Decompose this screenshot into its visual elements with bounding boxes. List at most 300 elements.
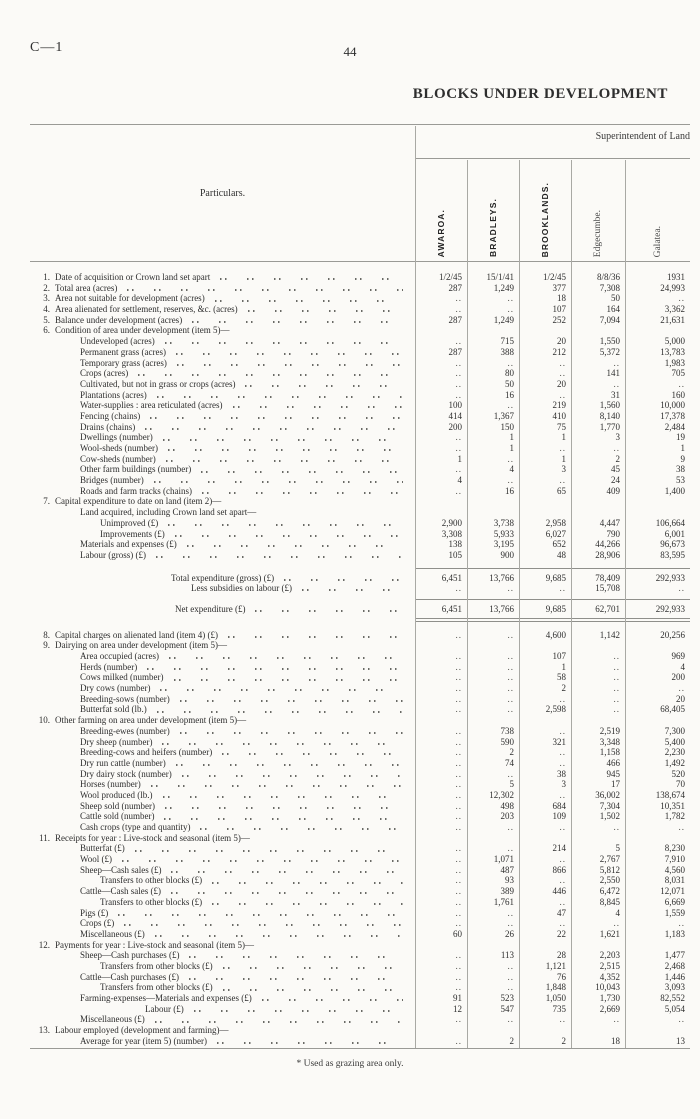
value-cell: 10,043 [595, 982, 620, 993]
value-cell: 8,230 [664, 843, 685, 854]
row-number [30, 993, 53, 1004]
value-cell: 5,812 [599, 864, 620, 875]
value-cell: 26 [505, 928, 514, 939]
table-row [30, 640, 690, 651]
value-cell: 5,933 [493, 528, 514, 539]
value-cell: 13,766 [489, 572, 514, 583]
row-number [30, 662, 53, 673]
table-row [30, 422, 690, 433]
value-cell: .. [455, 736, 462, 747]
value-cell: 7,308 [599, 282, 620, 293]
value-cell: 15/1/41 [486, 272, 514, 282]
value-cell: 2,468 [664, 960, 685, 971]
table-row [30, 507, 690, 518]
row-label: Temporary grass (acres) [80, 357, 167, 368]
value-cell: 200 [671, 672, 685, 683]
value-cell: .. [559, 368, 566, 379]
table-row [30, 779, 690, 790]
row-number [30, 779, 53, 790]
row-number [30, 432, 53, 443]
dot-leader [255, 610, 403, 612]
table-row [30, 886, 690, 897]
value-cell: 1,848 [545, 982, 566, 993]
row-number [30, 737, 53, 748]
column-header-galatea: Galatea. [652, 225, 663, 257]
superintendent-label: Superintendent of Land [595, 131, 690, 142]
dot-leader [180, 700, 403, 702]
value-cell: 3 [561, 779, 566, 790]
value-cell: 1,550 [599, 336, 620, 347]
row-label: Area alienated for settlement, reserves, &c. (acres) [55, 304, 238, 315]
value-cell: 5,054 [664, 1003, 685, 1014]
row-label: Cow-sheds (number) [80, 453, 156, 464]
value-cell: .. [455, 683, 462, 694]
dot-leader [124, 924, 403, 926]
row-label: Transfers to other blocks (£) [100, 896, 203, 907]
value-cell: 9,685 [545, 572, 566, 583]
value-cell: 3,738 [493, 517, 514, 528]
value-cell: .. [455, 293, 462, 304]
row-number: 5. [43, 314, 50, 325]
dot-leader [151, 785, 403, 787]
value-cell: 2,515 [599, 960, 620, 971]
value-cell: .. [455, 875, 462, 886]
row-number [30, 758, 53, 769]
value-cell [625, 833, 690, 844]
value-cell: 93 [505, 875, 514, 886]
value-cell: 17 [611, 779, 620, 790]
value-cell: 203 [500, 811, 514, 822]
value-cell: .. [559, 854, 566, 865]
dot-leader [164, 818, 403, 820]
row-label: Cultivated, but not in grass or crops (acres) [80, 378, 236, 389]
dot-leader [180, 732, 403, 734]
column-divider [415, 126, 416, 1048]
row-particulars [30, 432, 415, 443]
row-number [30, 822, 53, 833]
value-cell: .. [455, 443, 462, 453]
row-number [30, 672, 53, 683]
dot-leader [189, 978, 403, 980]
value-cell: 2 [615, 453, 620, 464]
row-number [30, 604, 53, 615]
value-cell: 410 [552, 410, 566, 421]
row-label: Wool produced (lb.) [80, 789, 153, 800]
row-number [30, 790, 53, 801]
row-number: 6. [43, 325, 50, 336]
row-label: Miscellaneous (£) [80, 928, 145, 939]
row-number [30, 390, 53, 401]
value-cell: .. [455, 629, 462, 640]
value-cell: 28 [557, 950, 566, 961]
value-cell [467, 496, 519, 507]
value-cell: .. [507, 704, 514, 715]
column-header-edgecumbe: Edgecumbe. [593, 209, 603, 257]
value-cell: 7,094 [599, 314, 620, 325]
value-cell: .. [455, 485, 462, 496]
value-cell: .. [455, 368, 462, 379]
value-cell: .. [455, 768, 462, 779]
value-cell: 53 [676, 475, 685, 486]
row-label: Average for year (item 5) (number) [80, 1035, 208, 1046]
value-cell: 547 [500, 1003, 514, 1014]
value-cell: 2 [509, 747, 514, 758]
value-cell: 409 [606, 485, 620, 496]
value-cell: 3 [615, 432, 620, 443]
value-cell: 3 [561, 464, 566, 475]
value-cell: 4,600 [545, 629, 566, 640]
value-cell: .. [455, 918, 462, 929]
row-label: Sheep sold (number) [80, 800, 155, 811]
row-particulars [30, 272, 415, 283]
row-label: Less subsidies on labour (£) [191, 583, 292, 594]
value-cell: .. [507, 822, 514, 832]
value-cell: 3,362 [664, 304, 685, 315]
value-cell: 80 [505, 368, 514, 379]
value-cell: .. [455, 693, 462, 704]
value-cell [519, 507, 571, 518]
table-row [30, 715, 690, 726]
value-cell: 36,002 [595, 789, 620, 800]
value-cell [571, 940, 625, 951]
row-gap [30, 561, 690, 568]
row-label: Cattle—Cash purchases (£) [80, 971, 179, 982]
table-row [30, 651, 690, 662]
value-cell: 164 [606, 304, 620, 315]
value-cell: .. [678, 918, 685, 929]
row-number [30, 1036, 53, 1047]
value-cell: 969 [671, 651, 685, 661]
row-number: 12. [38, 939, 50, 950]
value-cell: 389 [500, 886, 514, 897]
table-row [30, 432, 690, 443]
value-cell: 20,256 [660, 629, 685, 640]
row-number [30, 347, 53, 358]
row-number [30, 908, 53, 919]
row-label: Cattle sold (number) [80, 811, 155, 822]
value-cell: 2,484 [664, 421, 685, 432]
row-particulars [30, 801, 415, 812]
value-cell: .. [455, 583, 462, 594]
table-row [30, 801, 690, 812]
value-cell: 945 [606, 768, 620, 779]
row-number [30, 358, 53, 369]
value-cell: .. [455, 822, 462, 832]
row-label: Wool-sheds (number) [80, 443, 159, 453]
value-cell [415, 325, 467, 336]
value-cell [625, 507, 690, 518]
dot-leader [155, 1021, 403, 1023]
value-cell: 214 [552, 843, 566, 854]
dot-leader [262, 999, 403, 1001]
row-label: Cows milked (number) [80, 672, 164, 683]
value-cell: 5,400 [664, 736, 685, 747]
row-number [30, 961, 53, 972]
row-label: Net expenditure (£) [175, 603, 246, 614]
row-particulars [30, 972, 415, 983]
value-cell: .. [455, 1014, 462, 1025]
row-particulars [30, 843, 415, 854]
table-row [30, 379, 690, 390]
dot-leader [165, 807, 403, 809]
row-number [30, 529, 53, 540]
value-cell: 38 [557, 768, 566, 779]
table-row [30, 694, 690, 705]
dot-leader [154, 481, 403, 483]
dot-leader [157, 396, 403, 398]
dot-leader [182, 775, 403, 777]
document-reference: C—1 [30, 40, 64, 55]
dot-leader [194, 1010, 403, 1012]
table-row [30, 865, 690, 876]
row-particulars [30, 293, 415, 304]
value-cell: .. [455, 757, 462, 768]
value-cell: 4,352 [599, 971, 620, 982]
row-number [30, 843, 53, 854]
value-cell: 1 [457, 453, 462, 464]
value-cell: .. [455, 651, 462, 661]
value-cell: .. [455, 950, 462, 961]
table-row [30, 950, 690, 961]
value-cell: .. [559, 757, 566, 768]
page-title: BLOCKS UNDER DEVELOPMENT [412, 86, 668, 102]
value-cell: 1,400 [664, 485, 685, 496]
value-cell [415, 496, 467, 507]
value-cell: .. [559, 1014, 566, 1025]
value-cell: 287 [448, 282, 462, 293]
table-row [30, 1025, 690, 1036]
row-label: Farming-expenses—Materials and expenses (£) [80, 993, 252, 1003]
value-cell: 200 [448, 421, 462, 432]
table-row [30, 550, 690, 561]
superintendent-rule [415, 158, 690, 159]
value-cell: 6,472 [599, 886, 620, 897]
value-cell: 138 [448, 539, 462, 550]
value-cell: 3,195 [493, 539, 514, 550]
row-particulars [30, 325, 415, 336]
row-particulars [30, 715, 415, 726]
value-cell: 7,300 [664, 725, 685, 736]
row-label: Other farm buildings (number) [80, 464, 192, 475]
value-cell [519, 325, 571, 336]
column-header-brooklands: BROOKLANDS. [540, 181, 550, 257]
value-cell: 20 [676, 693, 685, 704]
value-cell: 107 [552, 304, 566, 315]
value-cell: 866 [552, 864, 566, 875]
row-label: Breeding-sows (number) [80, 693, 170, 704]
value-cell: 377 [552, 282, 566, 293]
value-cell: 44,266 [595, 539, 620, 550]
value-cell: .. [455, 982, 462, 993]
row-number [30, 929, 53, 940]
table-row [30, 982, 690, 993]
table-row [30, 529, 690, 540]
row-label: Cattle—Cash sales (£) [80, 886, 161, 897]
row-label: Transfers to other blocks (£) [100, 875, 203, 886]
value-cell [467, 833, 519, 844]
value-cell [467, 1025, 519, 1036]
value-cell: 91 [453, 993, 462, 1003]
row-number [30, 982, 53, 993]
table-row [30, 1036, 690, 1047]
value-cell: .. [559, 918, 566, 929]
value-cell: .. [507, 960, 514, 971]
row-label: Herds (number) [80, 661, 138, 672]
value-cell: 1,559 [664, 907, 685, 918]
value-cell: 17,378 [660, 410, 685, 421]
value-cell: 15,708 [595, 583, 620, 594]
dot-leader [165, 342, 403, 344]
value-cell: 1,367 [493, 410, 514, 421]
row-label: Pigs (£) [80, 907, 109, 918]
row-particulars [30, 507, 415, 518]
table-row [30, 897, 690, 908]
value-cell: .. [507, 293, 514, 304]
value-cell: .. [613, 704, 620, 715]
value-cell: 8/8/36 [596, 272, 620, 282]
row-number [30, 918, 53, 929]
value-cell: .. [455, 661, 462, 672]
row-number [30, 368, 53, 379]
value-cell: .. [678, 822, 685, 832]
value-cell: 3,308 [441, 528, 462, 539]
row-particulars [30, 875, 415, 886]
value-cell: 2,767 [599, 854, 620, 865]
value-cell: .. [455, 779, 462, 790]
row-number [30, 583, 53, 594]
row-number [30, 550, 53, 561]
value-cell: 2,669 [599, 1003, 620, 1014]
row-label: Butterfat sold (lb.) [80, 704, 147, 715]
value-cell: 388 [500, 346, 514, 357]
row-label: Improvements (£) [100, 528, 165, 539]
value-cell: 50 [611, 293, 620, 304]
value-cell: 96,673 [660, 539, 685, 550]
row-particulars [30, 368, 415, 379]
row-number: 10. [38, 715, 50, 726]
row-number: 11. [39, 832, 50, 843]
row-number: 9. [43, 640, 50, 651]
row-particulars [30, 865, 415, 876]
row-particulars [30, 518, 415, 529]
row-particulars [30, 779, 415, 790]
table-row [30, 875, 690, 886]
row-particulars [30, 886, 415, 897]
table-row [30, 390, 690, 401]
value-cell [415, 507, 467, 518]
row-number [30, 769, 53, 780]
value-cell: 22 [557, 928, 566, 939]
value-cell: 1,158 [599, 747, 620, 758]
table-row [30, 961, 690, 972]
value-cell: 68,405 [660, 704, 685, 715]
dot-leader [228, 636, 403, 638]
value-cell: .. [613, 1014, 620, 1025]
dot-leader [223, 967, 403, 969]
row-label: Undeveloped (acres) [80, 336, 155, 347]
row-label: Dry run cattle (number) [80, 757, 166, 768]
value-cell: 466 [606, 757, 620, 768]
value-cell: 1,502 [599, 811, 620, 822]
row-number [30, 865, 53, 876]
value-cell [415, 940, 467, 951]
value-cell: .. [613, 661, 620, 672]
value-cell: 8,845 [599, 896, 620, 907]
value-cell: 1,446 [664, 971, 685, 982]
row-particulars [30, 672, 415, 683]
value-cell: 1 [561, 432, 566, 443]
row-label: Date of acquisition or Crown land set apart [55, 272, 211, 282]
value-cell: 1/2/45 [542, 272, 566, 282]
row-particulars [30, 704, 415, 715]
dot-leader [284, 579, 403, 581]
value-cell: 105 [448, 549, 462, 560]
value-cell [571, 507, 625, 518]
value-cell: 6,001 [664, 528, 685, 539]
value-cell: .. [507, 982, 514, 993]
row-particulars [30, 790, 415, 801]
row-label: Capital charges on alienated land (item 4) (£) [55, 629, 219, 640]
row-particulars [30, 662, 415, 673]
value-cell [467, 325, 519, 336]
value-cell: 321 [552, 736, 566, 747]
table-row [30, 790, 690, 801]
value-cell: 12,302 [489, 789, 514, 800]
value-cell: .. [455, 747, 462, 758]
row-particulars [30, 940, 415, 951]
value-cell: 12,071 [660, 886, 685, 897]
value-cell: 4 [615, 907, 620, 918]
row-label: Balance under development (acres) [55, 314, 183, 325]
value-cell: 24,993 [660, 282, 685, 293]
value-cell [625, 715, 690, 726]
value-cell: 7,910 [664, 854, 685, 865]
value-cell: 48 [557, 549, 566, 560]
value-cell: .. [507, 475, 514, 486]
value-cell: .. [455, 971, 462, 982]
value-cell: .. [507, 400, 514, 411]
row-label: Land acquired, including Crown land set apart— [80, 507, 257, 518]
column-divider [519, 160, 520, 1048]
value-cell [571, 325, 625, 336]
row-number [30, 464, 53, 475]
value-cell [571, 1025, 625, 1036]
value-cell: 6,027 [545, 528, 566, 539]
value-cell: .. [455, 672, 462, 683]
value-cell: .. [455, 704, 462, 715]
value-cell [519, 833, 571, 844]
value-cell: .. [507, 907, 514, 918]
value-cell: 1/2/45 [438, 272, 462, 282]
value-cell: .. [613, 378, 620, 389]
dot-leader [200, 828, 403, 830]
value-cell: .. [559, 875, 566, 886]
row-label: Horses (number) [80, 779, 141, 790]
value-cell: 13,783 [660, 346, 685, 357]
table-row [30, 604, 690, 615]
value-cell: .. [559, 389, 566, 400]
value-cell: .. [455, 378, 462, 389]
row-particulars [30, 651, 415, 662]
row-label: Receipts for year : Live-stock and seasonal (item 5)— [55, 832, 250, 843]
value-cell: .. [507, 683, 514, 694]
value-cell: 1 [509, 432, 514, 443]
value-cell: 5,000 [664, 336, 685, 347]
value-cell: .. [507, 357, 514, 368]
value-cell: 13,766 [489, 603, 514, 614]
value-cell: .. [678, 378, 685, 389]
value-cell: 16 [505, 485, 514, 496]
